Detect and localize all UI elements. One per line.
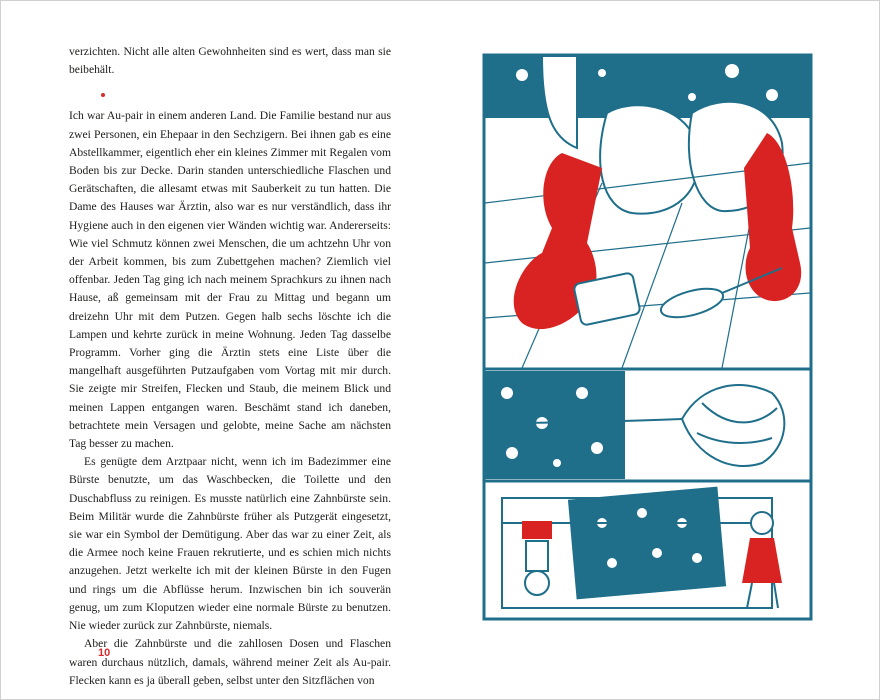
cleaning-illustration <box>482 53 813 621</box>
panel-scrubbing <box>485 56 810 368</box>
hanging-rug <box>568 487 726 600</box>
panel-children <box>502 487 782 608</box>
opening-paragraph: verzichten. Nicht alle alten Gewohnheiten sind es wert, dass man sie beibehält. <box>69 45 391 77</box>
paragraph-3: Aber die Zahnbürste und die zahllosen Dosen und Flaschen waren durchaus nützlich, damals, während meiner Zeit als Au-pair. Flecken kann es ja überall geben, selbst unter den Sitzflächen von <box>69 637 391 687</box>
paragraph-1: Ich war Au-pair in einem anderen Land. Die Familie bestand nur aus zwei Personen, ein Ehepaar in den Sechzigern. Bei ihnen gab es eine Abstellkammer, eigentlich eher ein kleines Zimmer mit Regalen vom Boden bis zur Decke. Darin standen unterschiedliche Flaschen und Gerätschaften, die allesamt etwas mit Sauberkeit zu tun hatten. Die Dame des Hauses war Ärztin, also war es nur verständlich, dass ihr Hygiene auch in den eigenen vier Wänden wichtig war. Andererseits: Wie viel Schmutz können zwei Menschen, die um achtzehn Uhr von der Arbeit kommen, bis zum Zubettgehen machen? Ziemlich viel offenbar. Jeden Tag ging ich nach meinem Sprachkurs zu ihnen nach Hause, aß gemeinsam mit der Frau zu Mittag und begann um dreizehn Uhr mit dem Putzen. Gegen halb sechs löschte ich die Lampen und kehrte zurück in meine Wohnung. Jeden Tag dasselbe Programm. Vorher ging die Ärztin stets eine Liste über die mangelhaft ausgeführten Putzaufgaben vom Vortag mit mir durch. Sie zeigte mir Streifen, Flecken und Staub, die meinem Blick und meinen Lappen entgangen waren. Beschämt stand ich daneben, betrachtete mein Versagen und gelobte, meine Sache am nächsten Tag besser zu machen. <box>69 109 391 451</box>
paragraph-2: Es genügte dem Arztpaar nicht, wenn ich im Badezimmer eine Bürste benutzte, um das Waschbecken, die Toilette und den Duschabfluss zu reinigen. Es musste natürlich eine Zahnbürste sein. Beim Militär wurde die Zahnbürste früher als Putzgerät eingesetzt, sie war ein Symbol der Demütigung. Aber das war zu einer Zeit, als die Armee noch keine Frauen rekrutierte, und es schien mich nichts anzugehen. Jetzt werkelte ich mit der kleinen Bürste in den Fugen und rings um die Abflüsse herum. Inzwischen bin ich souverän genug, um zum Kloputzen wieder eine normale Bürste zu benutzen. Nie wieder zurück zur Zahnbürste, niemals. <box>69 455 391 633</box>
text-page <box>69 43 391 690</box>
panel-carpet-beater <box>485 371 784 479</box>
left-knee <box>600 105 699 213</box>
right-red-glove <box>744 133 801 301</box>
girl-sitting <box>742 512 782 608</box>
girl-upside-down <box>522 521 552 595</box>
section-divider-dot <box>101 93 105 97</box>
page-number: 10 <box>98 647 111 659</box>
left-leg <box>542 56 577 148</box>
